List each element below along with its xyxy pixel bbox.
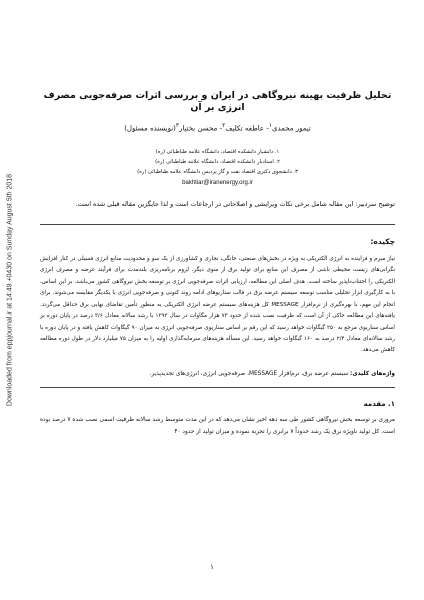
divider xyxy=(40,224,395,225)
introduction-text: مروری بر توسعه بخش نیروگاهی کشور طی سه دهه اخیر نشان می‌دهد که در این مدت متوسط رشد سالانه ظرفیت اسمی نصب شده ۷ درصد بوده است. کل تولید ناویژه برق یک رشد حدوداً ۷ برابری را تجربه نموده و میزان تولید از حدود ۴۰ xyxy=(40,416,395,436)
author-email: bakhtiar@iranenergy.org.ir xyxy=(182,179,253,186)
page-number: ۱ xyxy=(210,563,214,571)
author-line: تیمور محمدی$^۱$- عاطفه تکلیف$^۲$- محسن بختیار$^۳$(نویسنده مسئول) xyxy=(124,122,311,133)
divider xyxy=(40,387,395,388)
section-heading-introduction: ۱. مقدمه xyxy=(363,399,395,408)
affiliations-block xyxy=(40,148,395,178)
download-watermark xyxy=(4,110,16,470)
affiliation-2: ۲. استادیار دانشکده اقتصاد، دانشگاه علامه طباطبائی (ره) xyxy=(155,158,280,165)
keywords-label: واژه‌های کلیدی: xyxy=(350,370,395,377)
abstract-heading: چکیده: xyxy=(370,236,395,246)
keywords-line xyxy=(40,371,395,377)
keywords-text: سیستم عرضه برق، نرم‌افزار MESSAGE، صرفه‌جویی انرژی، انرژی‌های تجدیدپذیر. xyxy=(149,370,349,377)
editor-note: توضیح سردبیر: این مقاله شامل برخی نکات ویرایشی و اصلاحاتی در ارجاعات است و لذا جایگزین مقاله قبلی شده است. xyxy=(75,199,395,208)
watermark-text: Downloaded from eppjournal.ir at 14:49 +0430 on Sunday August 5th 2018 xyxy=(6,173,14,407)
paper-page xyxy=(40,90,395,438)
affiliation-3: ۳. دانشجوی دکتری اقتصاد نفت و گاز پردیس دانشگاه علامه طباطبائی (ره) xyxy=(137,168,298,175)
paper-title: تحلیل ظرفیت بهینه نیروگاهی در ایران و بررسی اثرات صرفه‌جویی مصرف انرژی بر آن xyxy=(43,90,392,114)
affiliation-1: ۱. دانشیار دانشکده اقتصاد، دانشگاه علامه طباطبائی (ره) xyxy=(155,149,280,156)
abstract-text: نیاز مبرم و فزاینده به انرژی الکتریکی به ویژه در بخش‌های صنعتی، خانگی، تجاری و کشاورزی از یک سو و محدودیت منابع انرژی فسیلی در کنار افزایش نگرانی‌های زیست محیطی ناشی از مصرف این منابع برای تولید برق از سوی دیگر، لزوم برنامه‌ریزی بلندمدت برای فرآیند عرضه و مصرف انرژی الکتریکی را اجتناب‌ناپذیر ساخته است. هدف اصلی این مطالعه، ارزیابی اثرات صرفه‌جویی انرژی بر توسعه بخش نیروگاهی کشور می‌باشد. بر این اساس، با به کارگیری ابزار تحلیلی مناسب توسعه سیستم عرضه برق در قالب سناریوهای ادامه روند کنونی و صرفه‌جویی انرژی با یکدیگر مقایسه می‌شوند. برای انجام این مهم، با بهره‌گیری از نرم‌افزار MESSAGE کل هزینه‌های سیستم عرضه انرژی الکتریکی به منظور تأمین تقاضای نهایی برق حداقل می‌گردد. یافته‌های این مطالعه حاکی از آن است که ظرفیت نصب شده از حدود ۷۳ هزار مگاوات در سال ۱۳۹۳ با رشد سالانه معادل ۳/۶ درصد در پایان دوره بر اساس سناریوی مرجع به ۲۵۰ گیگاوات خواهد رسید که این رقم بر اساس سناریوی صرفه‌جویی انرژی به میزان ۹۰ گیگاوات کاهش یافته و در پایان دوره با رشد سالانه‌ای معادل ۲/۴ درصد به ۱۶۰ گیگاوات خواهد رسید. این مسأله هزینه‌های سرمایه‌گذاری اولیه را به میزان ۷۵ میلیارد دلار در طول دوره مطالعه کاهش می‌دهد. xyxy=(40,255,396,354)
